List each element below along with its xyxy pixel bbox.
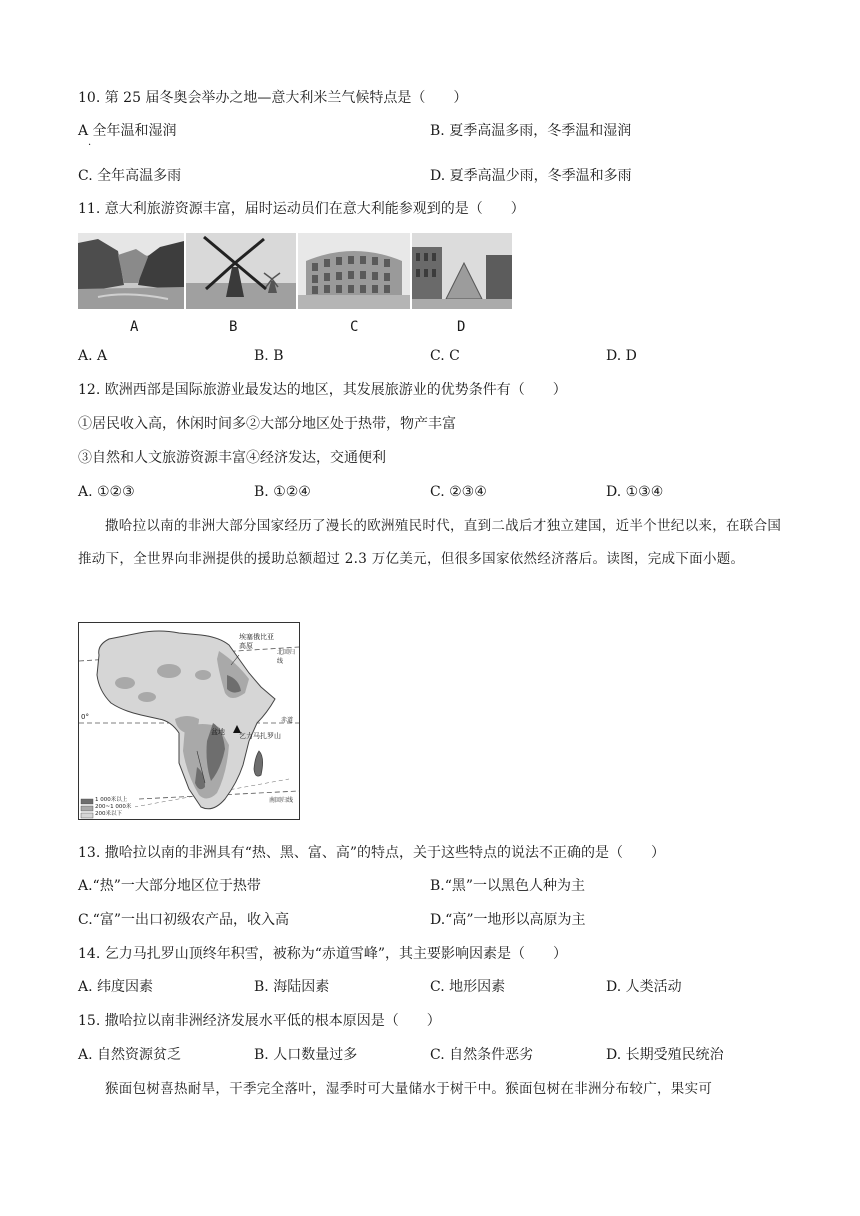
photo-a-fjord [78, 233, 184, 309]
q10-option-c: C. 全年高温多雨 [78, 168, 182, 184]
image-label-c: C [350, 319, 359, 335]
q13-stem: 13. 撒哈拉以南的非洲具有“热、黑、富、高”的特点，关于这些特点的说法不正确的是（ ） [78, 845, 666, 861]
photo-c-colosseum [298, 233, 410, 309]
image-label-b: B [229, 319, 238, 335]
q12-option-d: D. ①③④ [606, 484, 664, 500]
map-label-basin: 盆地 [211, 728, 225, 736]
photo-b-windmill [186, 233, 296, 309]
map-label-equator: 赤道 [281, 717, 294, 724]
q12-option-a: A. ①②③ [78, 484, 135, 500]
stray-dot: · [88, 140, 92, 151]
q11-stem: 11. 意大利旅游资源丰富，届时运动员们在意大利能参观到的是（ ） [78, 201, 525, 217]
q15-option-a: A. 自然资源贫乏 [78, 1047, 182, 1063]
map-label-cancer: 北回归线 [277, 649, 296, 665]
map-label-kilimanjaro: 乞力马扎罗山 [239, 732, 281, 740]
q15-option-b: B. 人口数量过多 [254, 1047, 358, 1063]
legend-mid: 200~1 000米 [95, 804, 132, 810]
map-label-capricorn: 南回归线 [269, 797, 294, 804]
reading-passage-baobab: 猴面包树喜热耐旱，干季完全落叶，湿季时可大量储水于树干中。猴面包树在非洲分布较广，果实可 [105, 1081, 713, 1097]
q12-option-b: B. ①②④ [254, 484, 311, 500]
q13-option-b: B.“黑”一以黑色人种为主 [430, 878, 586, 894]
legend-high: 1 000米以上 [95, 797, 128, 803]
q15-stem: 15. 撒哈拉以南非洲经济发展水平低的根本原因是（ ） [78, 1013, 441, 1029]
q12-option-c: C. ②③④ [430, 484, 487, 500]
q12-line-1: ①居民收入高，休闲时间多②大部分地区处于热带，物产丰富 [78, 416, 456, 432]
q12-line-2: ③自然和人文旅游资源丰富④经济发达，交通便利 [78, 450, 386, 466]
map-label-zero: 0° [81, 713, 89, 721]
q14-option-a: A. 纬度因素 [78, 979, 154, 995]
q10-option-b: B. 夏季高温多雨，冬季温和湿润 [430, 123, 632, 139]
q14-option-d: D. 人类活动 [606, 979, 682, 995]
africa-map [78, 622, 300, 820]
q15-option-c: C. 自然条件恶劣 [430, 1047, 534, 1063]
q11-option-d: D. D [606, 348, 637, 364]
q13-option-d: D.“高”一地形以高原为主 [430, 912, 586, 928]
image-label-d: D [457, 319, 466, 335]
map-label-plateau: 埃塞俄比亚高原 [239, 633, 274, 650]
q11-option-a: A. A [78, 348, 108, 364]
image-label-a: A [130, 319, 139, 335]
q13-option-a: A.“热”一大部分地区位于热带 [78, 878, 261, 894]
q14-stem: 14. 乞力马扎罗山顶终年积雪，被称为“赤道雪峰”，其主要影响因素是（ ） [78, 946, 568, 962]
q15-option-d: D. 长期受殖民统治 [606, 1047, 724, 1063]
q14-option-c: C. 地形因素 [430, 979, 506, 995]
q12-stem: 12. 欧洲西部是国际旅游业最发达的地区，其发展旅游业的优势条件有（ ） [78, 382, 567, 398]
q11-option-b: B. B [254, 348, 284, 364]
q10-option-d: D. 夏季高温少雨，冬季温和多雨 [430, 168, 632, 184]
q14-option-b: B. 海陆因素 [254, 979, 330, 995]
reading-passage-africa: 撒哈拉以南的非洲大部分国家经历了漫长的欧洲殖民时代，直到二战后才独立建国，近半个世纪以来，在联合国推动下，全世界向非洲提供的援助总额超过 2.3 万亿美元，但很多国家依然经济落后。读图，完成下面小题。 [78, 518, 782, 567]
q11-option-c: C. C [430, 348, 460, 364]
legend-low: 200米以下 [95, 811, 122, 817]
photo-d-louvre [412, 233, 512, 309]
q10-option-a: A 全年温和湿润 [78, 123, 177, 139]
q13-option-c: C.“富”一出口初级农产品，收入高 [78, 912, 289, 928]
q10-stem: 10. 第 25 届冬奥会举办之地—意大利米兰气候特点是（ ） [78, 90, 468, 106]
